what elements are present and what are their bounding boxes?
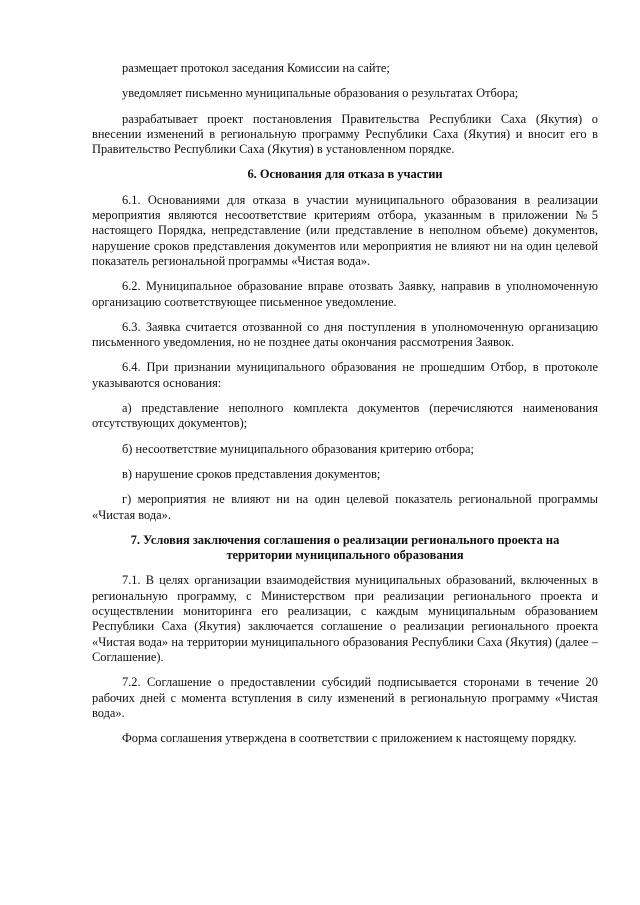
paragraph-6-2: 6.2. Муниципальное образование вправе отозвать Заявку, направив в уполномоченную организацию соответствующее письменное уведомление. [92,279,598,309]
paragraph: разрабатывает проект постановления Правительства Республики Саха (Якутия) о внесении изменений в региональную программу Республики Саха (Якутия) и вносит его в Правительство Республики Саха (Якутия) в установленном порядке. [92,111,598,157]
paragraph-6-3: 6.3. Заявка считается отозванной со дня поступления в уполномоченную организацию письменного уведомления, но не позднее даты окончания рассмотрения Заявок. [92,319,598,350]
paragraph-6-1: 6.1. Основаниями для отказа в участии муниципального образования в реализации мероприятия являются несоответствие критериям отбора, указанным в приложении №5 настоящего Порядка, непредставление (или представление в неполном объеме) документов, нарушение сроков представления документов или мероприятия не влияют ни на один целевой показатель региональной программы «Чистая вода». [92,192,598,268]
list-item-g: г) мероприятия не влияют ни на один целевой показатель региональной программы «Чистая вода». [92,492,598,522]
paragraph-7-2: 7.2. Соглашение о предоставлении субсидий подписывается сторонами в течение 20 рабочих дней с момента вступления в силу изменений в региональную программу «Чистая вода». [92,675,598,720]
section-6-heading: 6. Основания для отказа в участии [247,167,443,182]
paragraph-form: Форма соглашения утверждена в соответствии с приложением к настоящему порядку. [122,731,577,746]
section-7-heading [92,533,598,564]
list-item-b: б) несоответствие муниципального образования критерию отбора; [122,441,474,456]
paragraph-7-1: 7.1. В целях организации взаимодействия муниципальных образований, включенных в региональную программу, с Министерством при реализации регионального проекта и осуществлении мониторинга его реализации, с каждым муниципальным образованием Республики Саха (Якутия) заключается соглашение о реализации регионального проекта «Чистая вода» на территории муниципального образования Республики Саха (Якутия) (далее – Соглашение). [92,573,598,664]
paragraph: размещает протокол заседания Комиссии на сайте; [122,61,390,75]
section-7-heading-line1: 7. Условия заключения соглашения о реализации регионального проекта на [130,532,560,547]
list-item-a: а) представление неполного комплекта документов (перечисляются наименования отсутствующих документов); [92,401,598,431]
document-body [92,61,598,756]
paragraph-6-4: 6.4. При признании муниципального образования не прошедшим Отбор, в протоколе указываются основания: [92,360,598,390]
section-7-heading-line2: территории муниципального образования [226,548,464,563]
list-item-v: в) нарушение сроков представления документов; [122,466,381,481]
paragraph: уведомляет письменно муниципальные образования о результатах Отбора; [122,86,519,101]
